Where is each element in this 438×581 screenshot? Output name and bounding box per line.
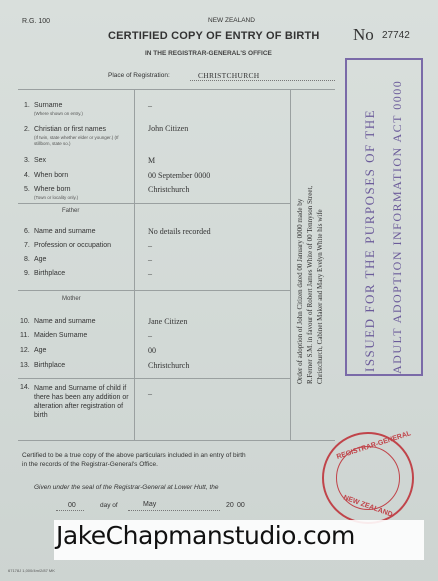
- row-12-label: Age: [34, 347, 47, 354]
- adoption-note-line-1: Order of adoption of John Citizen dated 00 January 0000 made by: [296, 198, 304, 384]
- row-11-num: 11.: [20, 332, 30, 339]
- country-label: NEW ZEALAND: [208, 17, 255, 24]
- row-13-label: Birthplace: [34, 362, 66, 369]
- row-1-sub: (Where shown on entry.): [34, 111, 83, 116]
- given-under-seal: Given under the seal of the Registrar-General at Lower Hutt, the: [34, 484, 219, 491]
- row-14-num: 14.: [20, 384, 30, 391]
- month-value: May: [143, 501, 157, 508]
- row-6-value: No details recorded: [148, 227, 211, 236]
- row-10-num: 10.: [20, 318, 30, 325]
- row-2-sub: (If twin, state whether elder or younger.) (If stillborn, state so.): [34, 135, 119, 146]
- row-2-num: 2.: [24, 126, 30, 133]
- row-1-label: Surname: [34, 102, 63, 109]
- office-label: IN THE REGISTRAR-GENERAL'S OFFICE: [145, 50, 272, 57]
- row-14-label: Name and Surname of child if there has been any addition or alteration after registration of birth: [34, 385, 129, 419]
- row-13-value: Christchurch: [148, 361, 190, 370]
- adoption-note-line-3: Christchurch, Cabinet Maker and Mary Evelyn White his wife: [316, 209, 324, 384]
- row-12-value: 00: [148, 346, 156, 355]
- row-5-value: Christchurch: [148, 185, 190, 194]
- certificate-title: CERTIFIED COPY OF ENTRY OF BIRTH: [108, 30, 320, 42]
- adoption-note-line-2: R.Ferner S.M. in favour of Robert James White of 00 Tennyson Street,: [306, 185, 314, 384]
- row-3-value: M: [148, 156, 156, 165]
- table-bottom-rule: [18, 440, 335, 441]
- row-11-value: –: [148, 331, 152, 340]
- row-7-label: Profession or occupation: [34, 242, 112, 249]
- row-1-value: –: [148, 101, 152, 110]
- day-dotline: [56, 510, 84, 511]
- row-9-num: 9.: [24, 270, 30, 277]
- column-divider: [134, 89, 135, 440]
- watermark-text: JakeChapmanstudio.com: [56, 521, 355, 550]
- row-4-num: 4.: [24, 172, 30, 179]
- row-7-value: –: [148, 241, 152, 250]
- row-2-label: Christian or first names: [34, 126, 106, 133]
- stamp-line-2: ADULT ADOPTION INFORMATION ACT 0000: [390, 79, 404, 374]
- row-2-value: John Citizen: [148, 124, 189, 133]
- row-5-label: Where born: [34, 186, 71, 193]
- row-8-label: Age: [34, 256, 47, 263]
- row-11-label: Maiden Surname: [34, 332, 88, 339]
- stamp-line-1: ISSUED FOR THE PURPOSES OF THE: [362, 108, 377, 372]
- father-heading: Father: [62, 208, 80, 214]
- number-label: No: [353, 25, 374, 44]
- mother-heading: Mother: [62, 296, 81, 302]
- row-5-sub: (Town or locality only.): [34, 195, 79, 200]
- adoption-act-stamp: [345, 58, 423, 376]
- place-dotline: [190, 80, 335, 81]
- year-value: 00: [237, 502, 245, 509]
- certificate-number: 27742: [382, 30, 410, 41]
- row-8-num: 8.: [24, 256, 30, 263]
- row-3-num: 3.: [24, 157, 30, 164]
- row-13-num: 13.: [20, 362, 30, 369]
- row-10-label: Name and surname: [34, 318, 96, 325]
- seal-bottom-text: NEW ZEALAND: [342, 494, 394, 519]
- row-4-value: 00 September 0000: [148, 171, 211, 180]
- row-4-label: When born: [34, 172, 69, 179]
- row-3-label: Sex: [34, 157, 47, 164]
- table-top-rule: [18, 89, 335, 90]
- form-code: 67178J 1,000/4m/2/87 MK: [8, 568, 55, 573]
- note-column-divider: [290, 89, 291, 440]
- row-12-num: 12.: [20, 347, 30, 354]
- certification-line-2: in the records of the Registrar-General's Office.: [22, 461, 158, 468]
- row-1-num: 1.: [24, 102, 30, 109]
- row-6-num: 6.: [24, 228, 30, 235]
- row-9-label: Birthplace: [34, 270, 66, 277]
- rg-code: R.G. 100: [22, 18, 51, 25]
- day-of-label: day of: [100, 502, 118, 509]
- father-rule: [18, 203, 290, 204]
- month-dotline: [128, 510, 220, 511]
- row-10-value: Jane Citizen: [148, 317, 188, 326]
- row-7-num: 7.: [24, 242, 30, 249]
- year-prefix: 20: [226, 502, 234, 509]
- row-8-value: –: [148, 255, 152, 264]
- seal-top-text: REGISTRAR-GENERAL: [335, 430, 412, 461]
- row-9-value: –: [148, 269, 152, 278]
- row-14-rule: [18, 378, 290, 379]
- row-5-num: 5.: [24, 186, 30, 193]
- row-14-value: –: [148, 389, 152, 398]
- row-6-label: Name and surname: [34, 228, 96, 235]
- day-value: 00: [68, 502, 76, 509]
- certification-line-1: Certified to be a true copy of the above particulars included in an entry of birth: [22, 452, 246, 459]
- place-label: Place of Registration:: [108, 72, 170, 79]
- place-value: CHRISTCHURCH: [198, 71, 260, 80]
- mother-rule: [18, 290, 290, 291]
